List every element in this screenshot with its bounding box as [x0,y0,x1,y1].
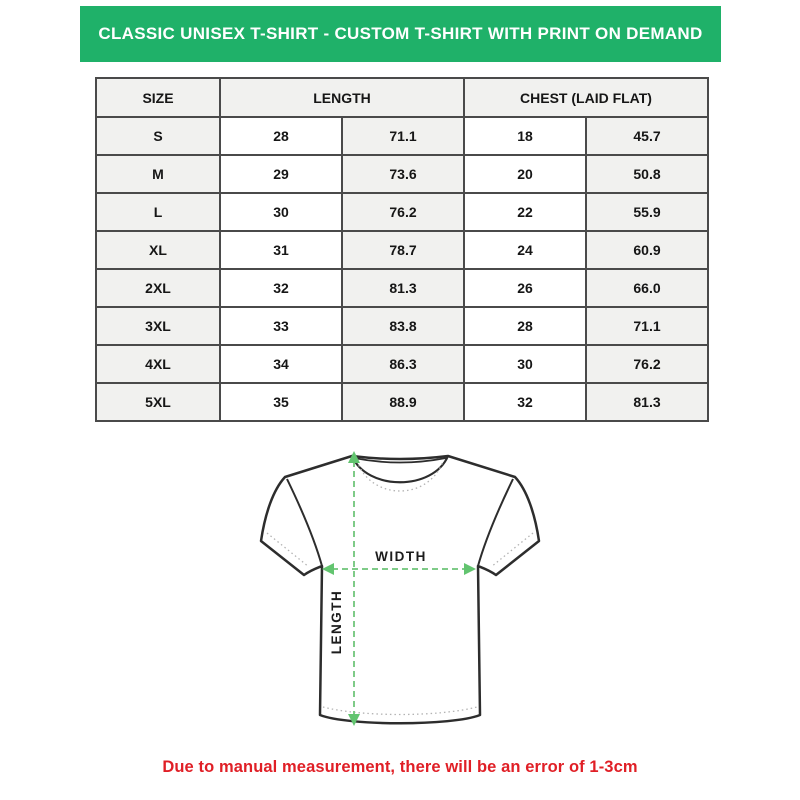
size-cell: 3XL [96,307,220,345]
chest-in-cell: 30 [464,345,586,383]
chest-cm-cell: 60.9 [586,231,708,269]
size-cell: M [96,155,220,193]
col-header-size: SIZE [96,78,220,117]
chest-in-cell: 26 [464,269,586,307]
chest-cm-cell: 81.3 [586,383,708,421]
tshirt-outline [261,456,539,723]
table-row [96,193,708,231]
length-in-cell: 31 [220,231,342,269]
length-in-cell: 35 [220,383,342,421]
length-cm-cell: 83.8 [342,307,464,345]
length-in-cell: 32 [220,269,342,307]
length-in-cell: 30 [220,193,342,231]
size-cell: L [96,193,220,231]
chest-cm-cell: 50.8 [586,155,708,193]
chest-in-cell: 22 [464,193,586,231]
chest-cm-cell: 45.7 [586,117,708,155]
chest-cm-cell: 55.9 [586,193,708,231]
table-header-row [96,78,708,117]
table-row [96,155,708,193]
table-row [96,231,708,269]
table-row [96,117,708,155]
col-header-length: LENGTH [220,78,464,117]
page-title: CLASSIC UNISEX T-SHIRT - CUSTOM T-SHIRT WITH PRINT ON DEMAND [98,24,703,43]
length-cm-cell: 81.3 [342,269,464,307]
length-in-cell: 34 [220,345,342,383]
size-cell: 2XL [96,269,220,307]
chest-in-cell: 28 [464,307,586,345]
col-header-chest: CHEST (LAID FLAT) [464,78,708,117]
tshirt-diagram [240,432,560,752]
length-cm-cell: 88.9 [342,383,464,421]
chest-cm-cell: 76.2 [586,345,708,383]
size-cell: S [96,117,220,155]
length-in-cell: 29 [220,155,342,193]
size-cell: 5XL [96,383,220,421]
size-cell: XL [96,231,220,269]
chest-cm-cell: 71.1 [586,307,708,345]
length-in-cell: 33 [220,307,342,345]
size-cell: 4XL [96,345,220,383]
length-label: LENGTH [329,589,344,655]
chest-in-cell: 24 [464,231,586,269]
title-banner [80,6,721,62]
size-chart-table [95,77,709,422]
length-in-cell: 28 [220,117,342,155]
length-cm-cell: 76.2 [342,193,464,231]
table-row [96,345,708,383]
table-row [96,269,708,307]
length-cm-cell: 86.3 [342,345,464,383]
length-cm-cell: 78.7 [342,231,464,269]
table-row [96,307,708,345]
length-cm-cell: 71.1 [342,117,464,155]
chest-in-cell: 32 [464,383,586,421]
chest-in-cell: 18 [464,117,586,155]
chest-cm-cell: 66.0 [586,269,708,307]
table-row [96,383,708,421]
length-cm-cell: 73.6 [342,155,464,193]
chest-in-cell: 20 [464,155,586,193]
measurement-note: Due to manual measurement, there will be an error of 1-3cm [162,758,638,776]
width-label: WIDTH [375,549,427,564]
